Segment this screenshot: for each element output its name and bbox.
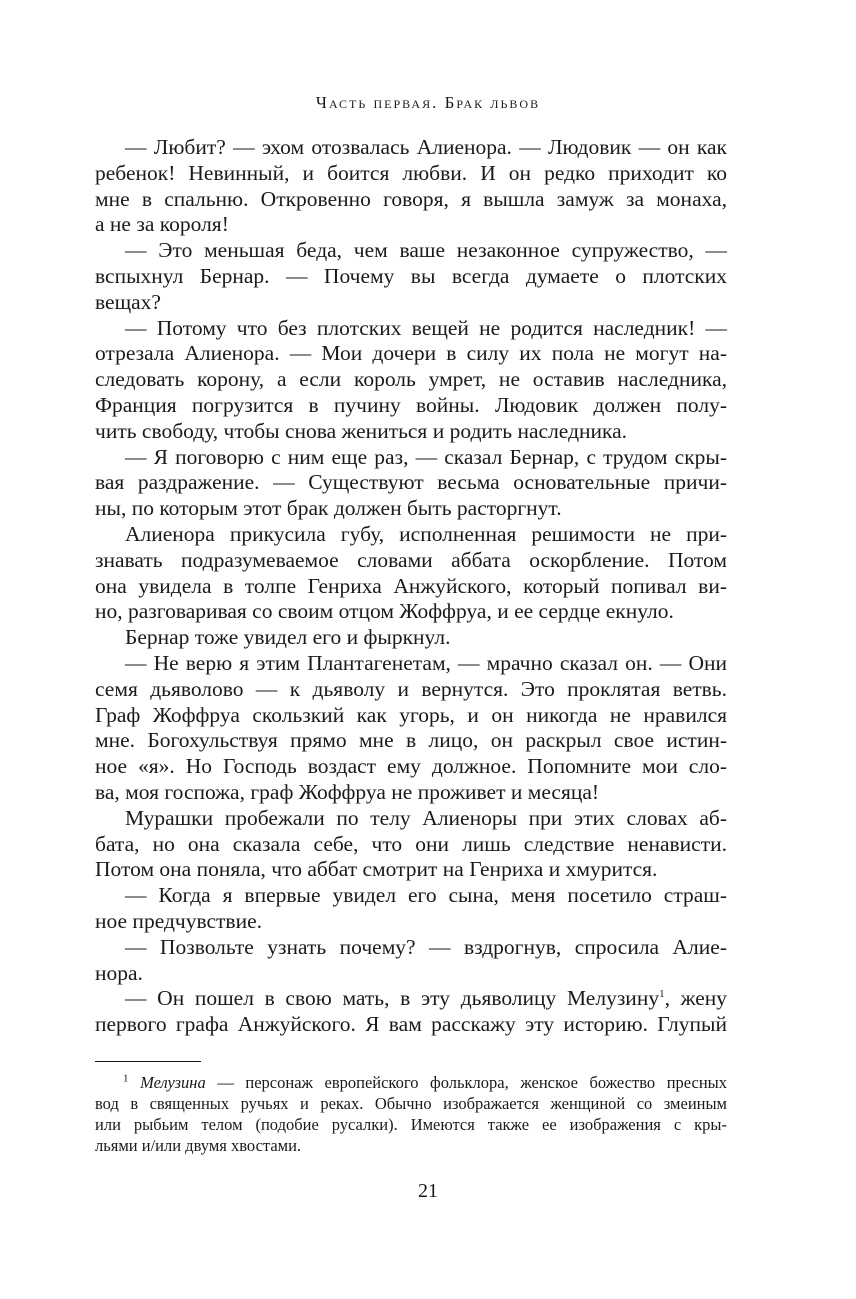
text-line: знавать подразумеваемое словами аббата оскорбление. Потом bbox=[95, 547, 727, 572]
text-line: бата, но она сказала себе, что они лишь следствие ненависти. bbox=[95, 831, 727, 856]
footnote-line: или рыбьим телом (подобие русалки). Имеются также ее изображения с кры- bbox=[95, 1115, 727, 1134]
text-line: вспыхнул Бернар. — Почему вы всегда думаете о плотских bbox=[95, 263, 727, 288]
footnote-line: вод в священных ручьях и реках. Обычно изображается женщиной со змеиным bbox=[95, 1094, 727, 1113]
text-line: а не за короля! bbox=[95, 212, 229, 237]
running-head: Часть первая. Брак львов bbox=[315, 93, 541, 112]
text-line bbox=[95, 986, 727, 1012]
text-line: нора. bbox=[95, 960, 143, 985]
text-line: она увидела в толпе Генриха Анжуйского, который попивал ви- bbox=[95, 573, 727, 598]
text-line: — Не верю я этим Плантагенетам, — мрачно сказал он. — Они bbox=[125, 650, 727, 675]
text-line: — Я поговорю с ним еще раз, — сказал Бернар, с трудом скры- bbox=[125, 444, 727, 469]
text-line: Алиенора прикусила губу, исполненная решимости не при- bbox=[125, 521, 727, 546]
text-line: ва, моя госпожа, граф Жоффруа не проживет и месяца! bbox=[95, 779, 600, 804]
footnote-line: льями и/или двумя хвостами. bbox=[95, 1136, 302, 1155]
text-line: вая раздражение. — Существуют весьма основательные причи- bbox=[95, 470, 727, 495]
footnote-term: Мелузина bbox=[140, 1073, 206, 1092]
text-line: — Когда я впервые увидел его сына, меня посетило страш- bbox=[125, 883, 727, 908]
text-line: Бернар тоже увидел его и фыркнул. bbox=[125, 625, 451, 650]
footnotes bbox=[95, 1072, 727, 1156]
main-text bbox=[95, 135, 727, 1038]
footnote-reference[interactable]: 1 bbox=[659, 988, 665, 1001]
text-line: чить свободу, чтобы снова жениться и родить наследника. bbox=[95, 418, 628, 443]
text-line: первого графа Анжуйского. Я вам расскажу эту историю. Глупый bbox=[95, 1012, 727, 1037]
text-line: ны, по которым этот брак должен быть расторгнут. bbox=[95, 496, 562, 521]
text-line: Граф Жоффруа скользкий как угорь, и он никогда не нравился bbox=[95, 702, 727, 727]
text-line: семя дьяволово — к дьяволу и вернутся. Это проклятая ветвь. bbox=[95, 676, 727, 701]
text-line: Мурашки пробежали по телу Алиеноры при этих словах аб- bbox=[125, 805, 727, 830]
text-line: отрезала Алиенора. — Мои дочери в силу их пола не могут на- bbox=[95, 341, 727, 366]
text-line: мне в спальню. Откровенно говоря, я вышла замуж за монаха, bbox=[95, 186, 727, 211]
text-line: ное предчувствие. bbox=[95, 908, 262, 933]
text-fragment: , жену bbox=[664, 986, 727, 1011]
text-line: следовать корону, а если король умрет, не оставив наследника, bbox=[95, 367, 727, 392]
text-line: — Любит? — эхом отозвалась Алиенора. — Людовик — он как bbox=[125, 135, 727, 159]
text-line: вещах? bbox=[95, 289, 161, 314]
footnote-line bbox=[95, 1072, 727, 1093]
text-line: но, разговаривая со своим отцом Жоффруа, и ее сердце екнуло. bbox=[95, 599, 674, 624]
text-line: — Потому что без плотских вещей не родится наследник! — bbox=[125, 315, 727, 340]
text-line: ное «я». Но Господь воздаст ему должное. Попомните мои сло- bbox=[95, 754, 727, 779]
text-line: — Позвольте узнать почему? — вздрогнув, спросила Алие- bbox=[125, 934, 727, 959]
text-line: Франция погрузится в пучину войны. Людовик должен полу- bbox=[95, 392, 727, 417]
text-line: Потом она поняла, что аббат смотрит на Генриха и хмурится. bbox=[95, 857, 658, 882]
footnote-divider bbox=[95, 1061, 201, 1062]
text-line: мне. Богохульствуя прямо мне в лицо, он раскрыл свое истин- bbox=[95, 728, 727, 753]
text-fragment: — Он пошел в свою мать, в эту дьяволицу Мелузину bbox=[125, 986, 660, 1011]
footnote-text: — персонаж европейского фольклора, женское божество пресных bbox=[205, 1073, 728, 1092]
text-line: ребенок! Невинный, и боится любви. И он редко приходит ко bbox=[95, 160, 727, 185]
text-line: — Это меньшая беда, чем ваше незаконное супружество, — bbox=[125, 238, 727, 263]
page-number: 21 bbox=[418, 1180, 438, 1202]
footnote-number: 1 bbox=[123, 1072, 129, 1085]
